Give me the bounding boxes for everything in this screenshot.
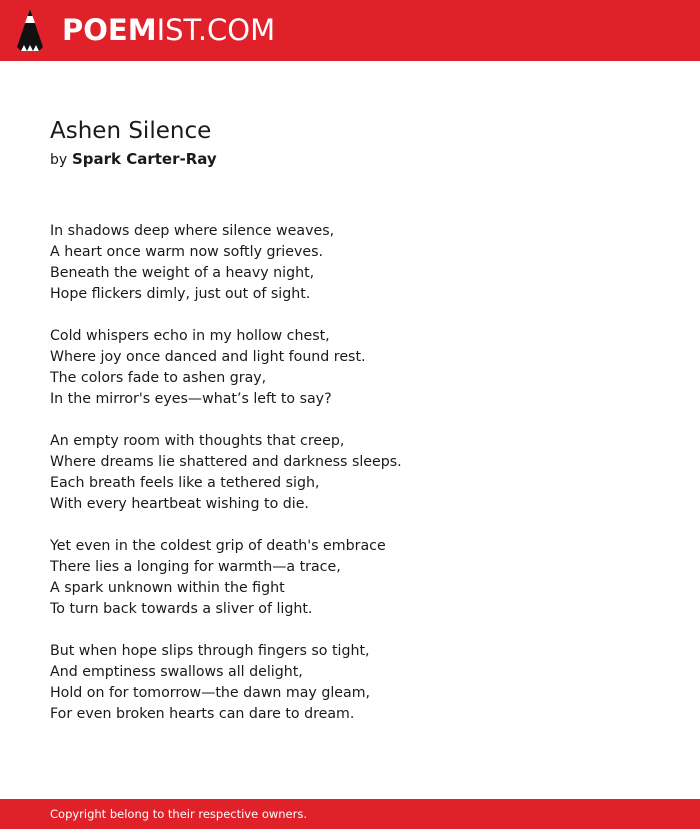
poem-line: Cold whispers echo in my hollow chest, [50, 328, 330, 344]
author-name: Spark Carter-Ray [71, 150, 217, 168]
brand-bold: POEM [62, 13, 157, 47]
poem-line: Hold on for tomorrow—the dawn may gleam, [50, 685, 371, 701]
poem-line: Yet even in the coldest grip of death's embrace [50, 538, 386, 554]
by-label: by [50, 152, 68, 168]
poem-line: In shadows deep where silence weaves, [50, 223, 335, 239]
brand-light: IST.COM [156, 13, 276, 47]
poem-line: Beneath the weight of a heavy night, [50, 265, 315, 281]
site-footer [0, 799, 700, 829]
stanza [50, 326, 650, 410]
poem-line: To turn back towards a sliver of light. [50, 601, 313, 617]
poem-line: Where joy once danced and light found rest. [50, 349, 366, 365]
stanza [50, 536, 650, 620]
poem-line: With every heartbeat wishing to die. [50, 496, 309, 512]
poem-line: For even broken hearts can dare to dream. [50, 706, 355, 722]
poem-line: A heart once warm now softly grieves. [50, 244, 324, 260]
stanza [50, 641, 650, 725]
poem-line: Hope flickers dimly, just out of sight. [50, 286, 311, 302]
poem-line: Where dreams lie shattered and darkness sleeps. [50, 454, 402, 470]
poem-line: An empty room with thoughts that creep, [50, 433, 345, 449]
brand-logo-text[interactable] [62, 13, 275, 47]
pencil-icon[interactable] [17, 9, 43, 51]
stanza [50, 221, 650, 305]
poem-line: And emptiness swallows all delight, [50, 664, 303, 680]
poem-line: The colors fade to ashen gray, [50, 370, 267, 386]
byline [50, 148, 650, 171]
poem-body [50, 221, 650, 725]
copyright-text: Copyright belong to their respective owners. [50, 807, 308, 821]
poem-line: Each breath feels like a tethered sigh, [50, 475, 320, 491]
poem-line: In the mirror's eyes—what’s left to say? [50, 391, 332, 407]
poem-line: A spark unknown within the fight [50, 580, 285, 596]
poem-title: Ashen Silence [50, 118, 212, 144]
poem-line: But when hope slips through fingers so tight, [50, 643, 370, 659]
poem-line: There lies a longing for warmth—a trace, [50, 559, 341, 575]
site-header [0, 0, 700, 61]
stanza [50, 431, 650, 515]
poem-content [50, 116, 650, 746]
